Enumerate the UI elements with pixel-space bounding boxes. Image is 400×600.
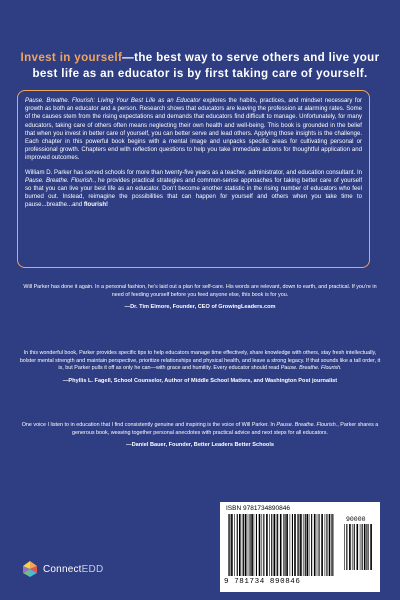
blurb-text-2b: , he provides practical strategies and common-sense approaches for taking better care of yourself so that you can live your best life as an educator. Don’t become another statistic in the rising number of educators who feel burned out. Instead, reimagine the possibilities that can happen for yourself and others when you take time to pause...breathe...and — [25, 177, 362, 209]
logo-text — [43, 564, 103, 575]
blurb-text-1: explores the habits, practices, and mindset necessary for growth as both an educator and a person. Research shows that educators are leaving the profession at alarming rates. Some of the causes stem from the rising expectations and demands that educators find difficult to manage. Unfortunately, for many educators, taking care of others often means neglecting their own health and well-being. This book is grounded in the belief that when you invest in better care of yourself, you can better serve and lead others. Applying those insights is the challenge. Each chapter in this powerful book begins with a mental image and unpacks specific areas for cultivating personal or professional growth. Chapters end with reflection questions to help you take immediate actions for thoughtful application and improved outcomes. — [25, 98, 362, 162]
endorsement-attribution: —Dr. Tim Elmore, Founder, CEO of GrowingLeaders.com — [124, 304, 276, 311]
endorsement-attribution: —Daniel Bauer, Founder, Better Leaders Better Schools — [126, 442, 274, 449]
barcode-digits: 9 781734 890846 — [224, 578, 301, 586]
blurb-flourish: flourish! — [83, 202, 109, 209]
endorsement-quote-text: One voice I listen to in education that I find consistently genuine and inspiring is the voice of Will Parker. In — [21, 422, 277, 428]
endorsement-quote — [18, 422, 382, 437]
blurb-box — [17, 90, 370, 268]
connectedd-logo-icon — [20, 559, 40, 579]
endorsement-book-title: Pause. Breathe. Flourish. — [276, 422, 338, 428]
barcode-addon-bars — [344, 524, 374, 570]
blurb-book-title: Pause. Breathe. Flourish: Living Your Best Life as an Educator — [25, 98, 201, 104]
publisher-logo — [20, 556, 140, 582]
barcode-main-bars — [228, 514, 336, 576]
endorsement-quote-text-end: , Parker shares a generous book, weaving together personal anecdotes with practical advice and next steps for all educators. — [72, 422, 379, 436]
endorsement-quote — [18, 350, 382, 373]
blurb-paragraph-2 — [25, 169, 362, 210]
price-code: 90000 — [346, 516, 366, 523]
blurb-book-title-2: Pause. Breathe. Flourish. — [25, 177, 95, 184]
endorsement-fagell — [18, 350, 382, 385]
endorsement-quote-text: In this wonderful book, Parker provides specific tips to help educators manage time effectively, share knowledge with others, stay fresh intellectually, bolster mental strength and maintain perspective, prioritize relationships and physical health, and leave a strong legacy. If that sounds like a tall order, it is, but Parker pulls it off as only he can—with grace and humility. Every educator should read — [19, 350, 381, 372]
endorsement-bauer — [18, 422, 382, 450]
isbn-label: ISBN 9781734890846 — [226, 505, 290, 512]
endorsement-book-title: Pause. Breathe. Flourish. — [280, 365, 342, 372]
barcode-box — [220, 502, 380, 592]
blurb-paragraph-1 — [25, 97, 362, 163]
logo-text-edd: EDD — [81, 563, 104, 575]
headline-accent: Invest in yourself — [20, 51, 123, 64]
endorsement-attribution: —Phyllis L. Fagell, School Counselor, Author of Middle School Matters, and Washington Post journalist — [62, 377, 338, 384]
headline-rest: —the best way to serve others and live your best life as an educator is by first taking care of yourself. — [32, 51, 380, 80]
blurb-text-2a: William D. Parker has served schools for more than twenty-five years as a teacher, administrator, and education consultant. In — [25, 169, 362, 176]
endorsement-quote: Will Parker has done it again. In a personal fashion, he’s laid out a plan for self-care. His words are relevant, down to earth, and practical. If you’re in need of feeding yourself before you feed anyone else, this book is for you. — [23, 284, 377, 298]
headline — [20, 50, 380, 81]
logo-text-connect: Connect — [43, 563, 82, 575]
endorsement-elmore — [18, 284, 382, 312]
